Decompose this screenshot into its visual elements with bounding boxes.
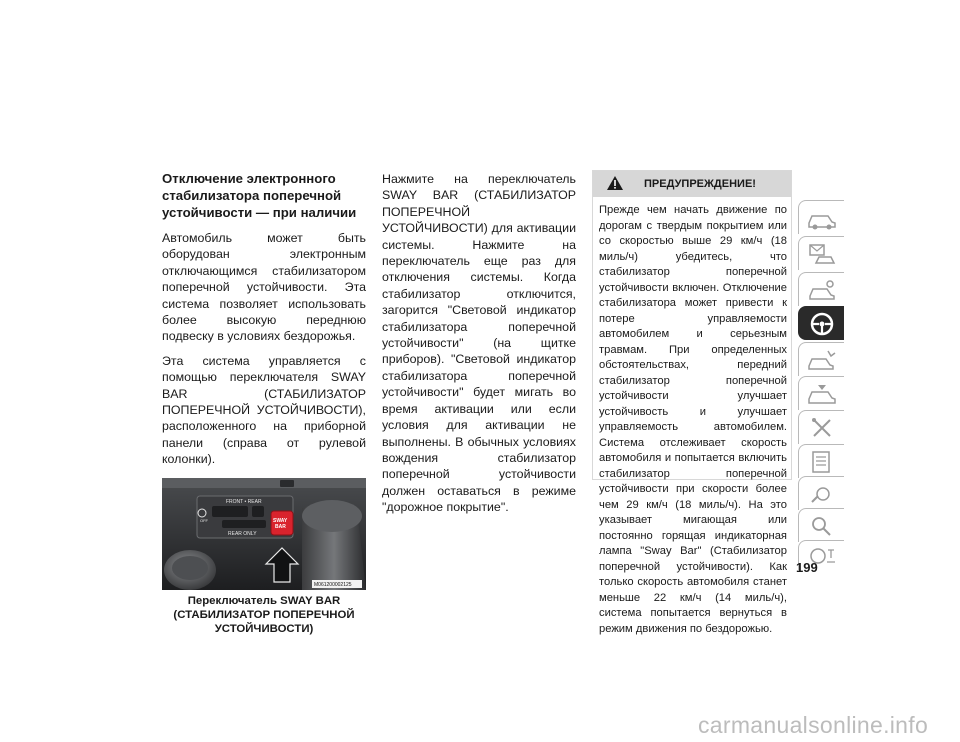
warning-text: Прежде чем начать движение по дорогам с твердым покрытием или со скоростью выше 29 км/ч (18 миль/ч) убедитесь, что стабилизатор поперечной устойчивости включен. Отключение стабилизатора может привести к потере управляемости автомобилем и серьезным травмам. При определенных обстоятельствах, передний стабилизатор поперечной устойчивости улучшает устойчивость и улучшает управляемость автомобилем. Система отслеживает скорость автомобиля и попытается включить стабилизатор поперечной устойчивости при скорости более чем 29 км/ч (18 миль/ч). На это указывает мигающая или постоянно горящая индикаторная лампа "Sway Bar" (Стабилизатор поперечной устойчивости). Как только скорость автомобиля станет меньше 22 км/ч (14 миль/ч), система попытается вернуться в режим движения по бездорожью. xyxy=(599,204,787,635)
tab-search[interactable] xyxy=(798,508,844,542)
car-key-icon xyxy=(806,278,838,302)
photo-caption: Переключатель SWAY BAR (СТАБИЛИЗАТОР ПОПЕРЕЧНОЙ УСТОЙЧИВОСТИ) xyxy=(173,594,355,635)
section-title: Отключение электронного стабилизатора поперечной устойчивости — при наличии xyxy=(162,171,357,220)
car-info-icon xyxy=(806,206,838,230)
warning-heading: ПРЕДУПРЕЖДЕНИЕ! xyxy=(644,178,756,190)
tab-car-info[interactable] xyxy=(798,200,844,234)
off-label: OFF xyxy=(200,517,208,523)
warning-triangle-icon xyxy=(606,175,624,191)
front-rear-label: FRONT • REAR xyxy=(226,498,262,505)
tab-checklist[interactable] xyxy=(798,444,844,478)
tab-steering-wheel[interactable] xyxy=(798,306,844,340)
bar-label: BAR xyxy=(275,523,286,530)
tab-car-service[interactable] xyxy=(798,376,844,410)
tab-car-mail[interactable] xyxy=(798,236,844,270)
middle-column xyxy=(382,171,576,524)
car-mail-icon xyxy=(806,242,838,266)
intro-paragraph: Автомобиль может быть оборудован электронным отключающимся стабилизатором поперечной устойчивости. Эта система позволяет использовать более высокую переднюю подвеску в условиях бездорожья. xyxy=(162,231,366,344)
page-number: 199 xyxy=(796,560,818,575)
warning-box xyxy=(592,170,792,635)
checklist-icon xyxy=(806,450,838,474)
tab-car-crash[interactable] xyxy=(798,342,844,376)
steering-wheel-icon xyxy=(806,311,838,337)
activation-paragraph: Нажмите на переключатель SWAY BAR (СТАБИЛИЗАТОР ПОПЕРЕЧНОЙ УСТОЙЧИВОСТИ) для активации системы. Нажмите на переключатель еще раз для отключения системы. Когда стабилизатор отключится, загорится "Световой индикатор стабилизатора поперечной устойчивости" (на щитке приборов). "Световой индикатор стабилизатора поперечной устойчивости" будет мигать во время активации или если условия для активации не выполнены. В обычных условиях вождения стабилизатор поперечной устойчивости должен оставаться в режиме "дорожное покрытие". xyxy=(382,172,576,515)
dashboard-illustration xyxy=(162,478,366,590)
sway-bar-switch-photo xyxy=(162,478,366,590)
control-paragraph: Эта система управляется с помощью переключателя SWAY BAR (СТАБИЛИЗАТОР ПОПЕРЕЧНОЙ УСТОЙЧИВОСТИ), расположенного на приборной панели (справа от рулевой колонки). xyxy=(162,353,366,467)
tab-tools[interactable] xyxy=(798,410,844,444)
watermark: carmanualsonline.info xyxy=(698,712,929,738)
car-service-icon xyxy=(806,382,838,406)
rear-only-label: REAR ONLY xyxy=(228,530,257,537)
car-crash-icon xyxy=(806,348,838,372)
warning-header xyxy=(593,171,791,197)
wrench-gear-icon xyxy=(806,482,838,506)
sway-label: SWAY xyxy=(273,517,288,524)
search-icon xyxy=(806,514,838,538)
left-column xyxy=(162,170,366,636)
tab-wrench-gear[interactable] xyxy=(798,476,844,510)
image-code: M061200002125 xyxy=(314,581,352,588)
tools-icon xyxy=(806,416,838,440)
tab-car-key[interactable] xyxy=(798,272,844,306)
